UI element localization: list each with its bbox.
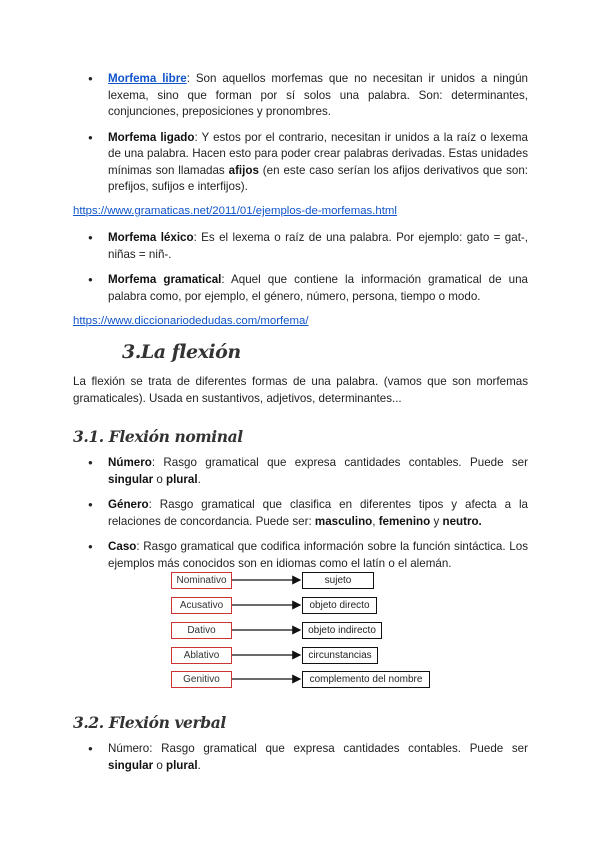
func-box-sujeto: sujeto (302, 572, 374, 589)
verbal-singular-term: singular (108, 758, 154, 772)
list-item-verbal-numero (88, 741, 528, 774)
plural-term: plural (166, 472, 198, 486)
numero-text: : Rasgo gramatical que expresa cantidades contables. Puede ser (151, 456, 528, 469)
case-box-acusativo: Acusativo (171, 597, 232, 614)
verbal-numero-term: Número (108, 742, 150, 755)
verbal-numero-o: o (153, 758, 166, 772)
caso-term: Caso (108, 540, 137, 553)
morfema-ligado-term: Morfema ligado (108, 130, 195, 144)
morfema-gramatical-term: Morfema gramatical (108, 273, 222, 286)
femenino-term: femenino (378, 514, 431, 528)
genero-sep: , (372, 514, 379, 528)
verbal-numero-end: . (197, 758, 201, 772)
verbal-list (88, 741, 528, 774)
morfema-libre-text: : Son aquellos morfemas que no necesitan ir unidos a ningún lexema, sino que forman por sí solos una palabra. Son: determinantes, conjunciones, preposiciones y pronombres. (108, 72, 528, 118)
func-box-circunstancias: circunstancias (302, 647, 378, 664)
heading-flexion-nominal: 3.1. Flexión nominal (73, 427, 243, 446)
func-box-objeto-directo: objeto directo (302, 597, 377, 614)
func-box-complemento-del-nombre: complemento del nombre (302, 671, 430, 688)
genero-text: : Rasgo gramatical que clasifica en diferentes tipos y afecta a la relaciones de concordancia. Puede ser: (108, 498, 528, 528)
morfema-lexico-text: : Es el lexema o raíz de una palabra. Por ejemplo: gato = gat-, niñas = niñ-. (108, 231, 528, 261)
morfema-gramatical-text: : Aquel que contiene la información gramatical de una palabra como, por ejemplo, el género, número, persona, tiempo o modo. (108, 273, 528, 303)
func-box-objeto-indirecto: objeto indirecto (302, 622, 382, 639)
verbal-numero-text: : Rasgo gramatical que expresa cantidades contables. Puede ser (149, 742, 528, 755)
afijos-term: afijos (228, 163, 259, 177)
flexion-intro: La flexión se trata de diferentes formas de una palabra. (vamos que son morfemas gramaticales). Usada en sustantivos, adjetivos, determinantes... (73, 375, 528, 405)
numero-term: Número (108, 456, 152, 469)
morfema-lexico-term: Morfema léxico (108, 231, 194, 244)
neutro-term: neutro. (442, 514, 482, 528)
case-box-dativo: Dativo (171, 622, 232, 639)
verbal-plural-term: plural (166, 758, 198, 772)
case-box-genitivo: Genitivo (171, 671, 232, 688)
case-box-nominativo: Nominativo (171, 572, 232, 589)
heading-flexion-verbal: 3.2. Flexión verbal (73, 713, 226, 732)
morfema-ligado-text-end: (en este caso serían los afijos derivativos que son: prefijos, sufijos e interfijos). (108, 163, 529, 193)
numero-end: . (197, 472, 201, 486)
numero-o: o (153, 472, 166, 486)
masculino-term: masculino (314, 514, 373, 528)
morfema-ligado-text: : Y estos por el contrario, necesitan ir unidos a la raíz o lexema de una palabra. Hacen esto para poder crear palabras derivadas. Estas unidades mínimas son llamadas (108, 130, 528, 177)
morfema-libre-link[interactable]: Morfema libre (108, 72, 187, 85)
gramaticas-link[interactable]: https://www.gramaticas.net/2011/01/ejemplos-de-morfemas.html (73, 205, 397, 217)
genero-y: y (430, 514, 443, 528)
case-box-ablativo: Ablativo (171, 647, 232, 664)
singular-term: singular (108, 472, 154, 486)
diccionario-link[interactable]: https://www.diccionariodedudas.com/morfema/ (73, 315, 309, 327)
genero-term: Género (108, 498, 149, 511)
caso-text: : Rasgo gramatical que codifica información sobre la función sintáctica. Los ejemplos más conocidos son en idiomas como el latín o el alemán. (108, 540, 528, 570)
heading-flexion: 3.La flexión (122, 341, 241, 363)
